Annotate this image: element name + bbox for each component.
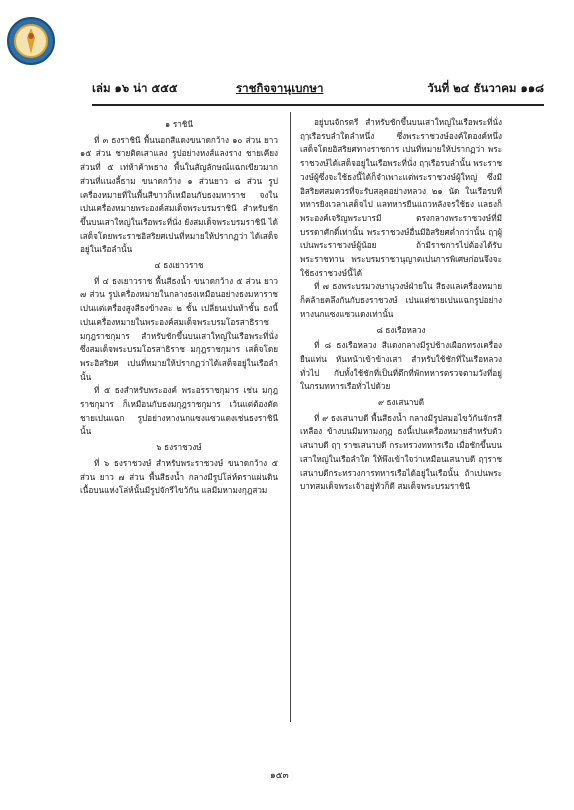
paragraph-royal-ship-flag: ที่ ๘ ธงเรือหลวง สีแดงกลางมีรูปช้างเผือกทรงเครื่องยืนแท่น หันหน้าเข้าข้างเสา สำหรับใช้ชักที่ในเรือหลวงทั่วไป กับทั้งใช้ชักที่เป็นที่ตึกที่พักทหารตรวจตามวังที่อยู่ในกรมทหารเรือทั่วไปด้วย [300, 340, 502, 392]
paragraph-inner-court-flag: ที่ ๗ ธงพระบรมวงษานุวงษ์ฝ่ายใน สีธงแลเครื่องหมายก็คล้ายคลึงกันกับธงราชวงษ์ เปนแต่ชายเปนแฉกรูปอย่างหางนกแซงแซวแดงเท่านั้น [300, 281, 502, 319]
paragraph-crown-prince-flag: ที่ ๔ ธงเยาวราช พื้นสีธงน้ำ ขนาดกว้าง ๕ ส่วน ยาว ๗ ส่วน รูปเครื่องหมายในกลางธงเหมือนอย่างธงมหาราชเปนแต่เครื่องสูงสีธงข้างละ ๒ ชั้น เปลี่ยนเปนห้าชั้น ธงนี้เปนเครื่องหมายในพระองค์สมเด็จพระบรมโอรสาธิราช มกุฎราชกุมาร สำหรับชักขึ้นบนเสาใหญ่ในเรือพระที่นั่ง ซึ่งสมเด็จพระบรมโอรสาธิราช มกุฎราชกุมาร เสด็จโดยพระอิสริยศ เปนที่หมายให้ปรากฏว่าได้เสด็จอยู่ในเรือลำนั้น [80, 275, 278, 382]
page-header [92, 76, 544, 98]
left-column [80, 116, 278, 498]
header-rule [92, 104, 544, 106]
right-column [300, 116, 502, 494]
section-title-minister-flag: ๙ ธงเสนาบดี [377, 397, 425, 408]
paragraph-royal-family-cont: อยู่บนจักรตรี สำหรับชักขึ้นบนเสาใหญ่ในเรือพระที่นั่ง ฤๅเรือรบลำใดลำหนึ่ง ซึ่งพระราชวงษ์องค์ใดองค์หนึ่ง เสด็จโดยอิสริยศทางราชการ เปนที่หมายให้ปรากฏว่า พระราชวงษ์ได้เสด็จอยู่ในเรือพระที่นั่ง ฤๅเรือรบลำนั้น พระราชวงษ์ผู้ซึ่งจะใช้ธงนี้ได้ก็จำเพาะแต่พระราชวงษ์ผู้ใหญ่ ซึ่งมีอิสริยศสมควรที่จะรับสลุตอย่างหลวง ๒๑ นัด ในเรือรบที่ทหารยิงเวลาเสด็จไป แลทหารยืนแถวหลังจรใช้ธง แลธงก็พระองค์เจริญพระบารมี ตรงกลางพระราชวงษ์ที่มีบรรดาศักดิ์เท่านั้น พระราชวงษ์อื่นมีอิสริยศต่ำกว่านั้น ฤๅผู้เปนพระราชวงษ์ผู้น้อย ถ้ามีราชการไปต้องได้รับพระราชทาน พระบรมราชานุญาตเปนการพิเศษก่อนจึงจะใช้ธงราชวงษ์นี้ได้ [300, 117, 502, 278]
section-title-queen-flag: ๑ ราชินี [165, 119, 193, 129]
section-title-royal-ship-flag: ๘ ธงเรือหลวง [376, 324, 426, 335]
page-number: ๑๕๓ [270, 771, 289, 781]
paragraph-queen-flag: ที่ ๓ ธงราชินี พื้นนอกสีแดงขนาดกว้าง ๑๐ ส่วน ยาว ๑๕ ส่วน ชายติดเสาแลง รูปอย่างหงส์แลงราง ชายเคียงส่วนที่ ๕ เท่ห้าค้าพธาง พื้นในสัญลักษณ์แฉกเขียวมาก ส่วนที่แนงลี้ธาม ขนาดกว้าง ๑ ส่วนยาว ๘ ส่วน รูปเครื่องหมายที่ในพื้นสีขาวก็เหมือนกับธงมหาราช จงในเปนเครื่องหมายพระองค์สมเด็จพระบรมราชินี สำหรับชักขึ้นบนเสาใหญ่ในเรือพระที่นั่ง ยังสมเด็จพระบรมราชินี ได้เสด็จโดยพระราชอิสริยศเปนที่หมายให้ปรากฏว่า ได้เสด็จอยู่ในเรือลำนั้น [80, 134, 278, 255]
section-title-royal-family-flag: ๖ ธงราชวงษ์ [156, 442, 202, 453]
section-title-crown-prince-flag: ๔ ธงเยาวราช [154, 260, 204, 271]
paragraph-minister-flag: ที่ ๙ ธงเสนาบดี พื้นสีธงน้ำ กลางมีรูปสมอไขว้กันจักรสีเหลือง ข้างบนมีมหามงกุฎ ธงนี้เปนเครื่องหมายสำหรับตัวเสนาบดี ฤๅ ราชเสนาบดี กระทรวงทหารเรือ เมื่อชักขึ้นบนเสาใหญ่ในเรือลำใด ให้พึงเข้าใจว่าเหมือนเสนาบดี ฤๅราชเสนาบดีกระทรวงการทหารเรือได้อยู่ในเรือนั้น ถ้าเปนพระบาทสมเด็จพระเจ้าอยู่หัวก็ดี สมเด็จพระบรมราชินี [300, 412, 502, 492]
gazette-title: ราชกิจจานุเบกษา [236, 81, 324, 95]
volume-number: เล่ม ๑๖ น่า ๕๕๕ [92, 81, 178, 95]
paragraph-royal-family-flag: ที่ ๖ ธงราชวงษ์ สำหรับพระราชวงษ์ ขนาดกว้าง ๕ ส่วน ยาว ๗ ส่วน พื้นสีธงน้ำ กลางมีรูปโล่ห์ตราแผ่นดิน เนื้อบนแห่งโล่ห์นั้นมีรูปจักรีไขว้กัน แลมีมหามงกุฎสวม [80, 457, 278, 496]
paragraph-prince-flag: ที่ ๕ ธงสำหรับพระองค์ พระอรราชกุมาร เช่น มกุฎราชกุมาร ก็เหมือนกับธงมกุฎราชกุมาร เว้นแต่ต้องตัดชายเปนแฉก รูปอย่างหางนกแซงแซวแดงเช่นธงราชินีนั้น [80, 385, 278, 437]
column-divider [290, 112, 291, 722]
issue-date: วันที่ ๒๔ ธันวาคม ๑๑๘ [427, 81, 544, 95]
royal-seal-icon [6, 16, 56, 66]
